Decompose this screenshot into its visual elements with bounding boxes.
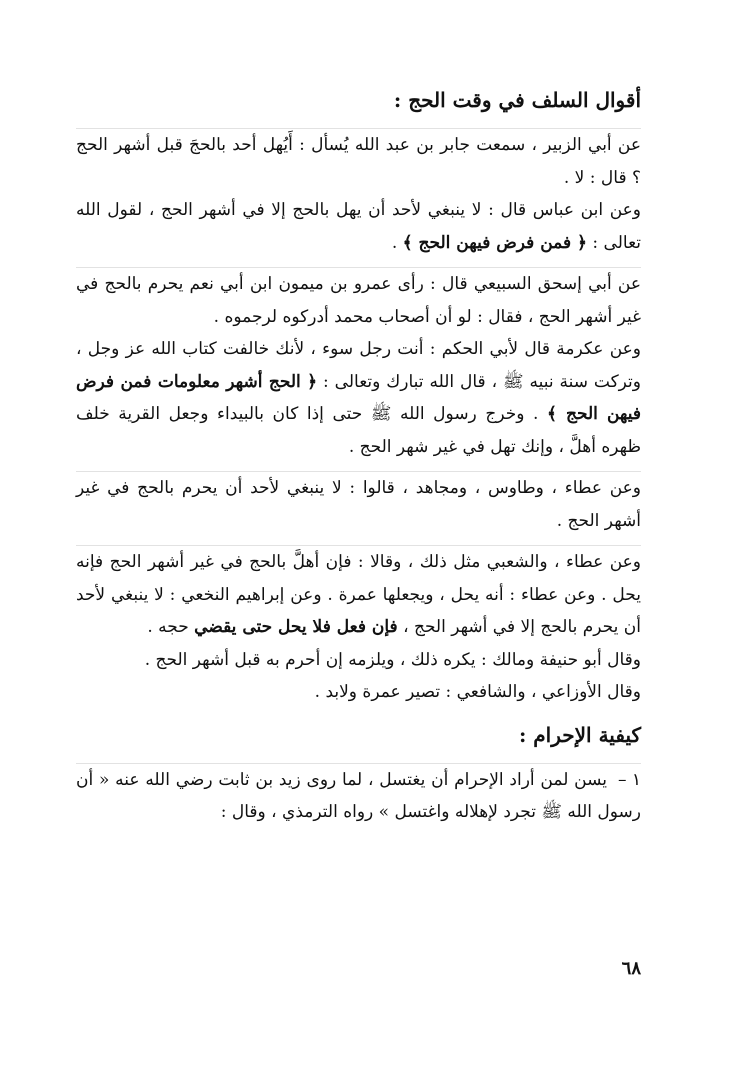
page-content [76,80,641,829]
paragraph-ibn-abbas [76,194,641,259]
section-heading-hajj-time: أقوال السلف في وقت الحج : [393,88,641,112]
list-item-1 [76,764,641,829]
paragraph-text: وعن ابن عباس قال : لا ينبغي لأحد أن يهل بالحج إلا في أشهر الحج ، لقول الله تعالى : [76,200,641,253]
paragraph-text-end: حجه . [147,617,195,637]
section-heading-ihram: كيفية الإحرام : [518,722,641,747]
item-text: يسن لمن أراد الإحرام أن يغتسل ، لما روى زيد بن ثابت رضي الله عنه « أن رسول الله ﷺ تجرد لإهلاله واغتسل » رواه الترمذي ، وقال : [76,769,641,822]
quran-quote: ﴿ فمن فرض فيهن الحج ﴾ [402,232,587,253]
paragraph-ikrimah [76,333,641,463]
paragraph-abu-zubair: عن أبي الزبير ، سمعت جابر بن عبد الله يُسأل : أَيُهل أحد بالحجَ قبل أشهر الحج ؟ قال : لا . [76,135,641,188]
paragraph-text: وعن عكرمة قال لأبي الحكم : أنت رجل سوء ، لأنك خالفت كتاب الله عز وجل ، وتركت سنة نبيه ﷺ ، قال الله تبارك وتعالى : [76,339,641,392]
paragraph-awzai: وقال الأوزاعي ، والشافعي : تصير عمرة ولابد . [314,682,641,702]
paragraph-ata-shabi [76,546,641,644]
paragraph-ata-tawus: وعن عطاء ، وطاوس ، ومجاهد ، قالوا : لا ينبغي لأحد أن يحرم بالحج في غير أشهر الحج . [76,478,641,531]
paragraph-text-end: . وخرج رسول الله ﷺ حتى إذا كان بالبيداء وجعل القرية خلف ظهره أهلَّ ، وإنك تهل في غير شهر الحج . [76,404,641,457]
paragraph-abu-hanifa: وقال أبو حنيفة ومالك : يكره ذلك ، ويلزمه إن أحرم به قبل أشهر الحج . [144,649,641,670]
paragraph-abu-ishaq: عن أبي إسحق السبيعي قال : رأى عمرو بن ميمون ابن أبي نعم يحرم بالحج في غير أشهر الحج ، فقال : لو أن أصحاب محمد أدركوه لرجموه . [76,274,641,327]
page-number: ٦٨ [621,958,641,979]
quran-quote: ﴿ الحج أشهر معلومات فمن فرض فيهن الحج ﴾ [76,371,641,424]
paragraph-text-end: . [391,232,403,253]
paragraph-text: وعن عطاء ، والشعبي مثل ذلك ، وقالا : فإن أهلَّ بالحج في غير أشهر الحج فإنه يحل . وعن عطاء : أنه يحل ، ويجعلها عمرة . وعن إبراهيم النخعي : لا ينبغي لأحد أن يحرم بالحج إلا في أشهر الحج ، [76,552,641,637]
item-number: ١ – [617,769,641,790]
bold-phrase: فإن فعل فلا يحل حتى يقضي [194,617,398,637]
